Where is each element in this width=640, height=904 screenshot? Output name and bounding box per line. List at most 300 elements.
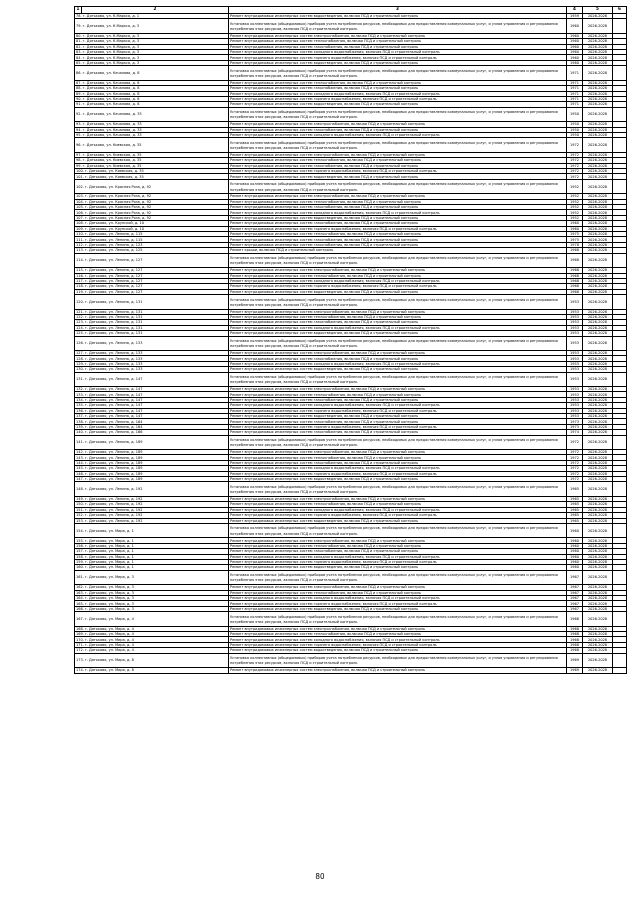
address-cell: 111. г. Дятьково, ул. Ленина, д. 115 bbox=[75, 237, 229, 242]
work-type-cell: Ремонт внутридомовых инженерных систем холодного водоснабжения, включая ПСД и строительный контроль bbox=[229, 507, 567, 512]
work-type-cell: Ремонт внутридомовых инженерных систем горячего водоснабжения, включая ПСД и строительный контроль bbox=[229, 471, 567, 476]
address-cell: 113. г. Дятьково, ул. Ленина, д. 125 bbox=[75, 248, 229, 253]
year-cell: 1952 bbox=[567, 210, 583, 215]
work-type-cell: Ремонт внутридомовых инженерных систем электроснабжения, включая ПСД и строительный контроль bbox=[229, 626, 567, 631]
address-cell: 117. г. Дятьково, ул. Ленина, д. 127 bbox=[75, 278, 229, 283]
address-cell: 159. г. Дятьково, ул. Мира, д. 1 bbox=[75, 559, 229, 564]
year-cell: 1960 bbox=[567, 543, 583, 548]
address-cell: 109. г. Дятьково, ул. Крупской, д. 10 bbox=[75, 226, 229, 231]
work-type-cell: Ремонт внутридомовых инженерных систем электроснабжения, включая ПСД и строительный контроль bbox=[229, 585, 567, 590]
address-cell: 82. г. Дятьково, ул. К.Маркса, д. 3 bbox=[75, 44, 229, 49]
work-type-cell: Ремонт внутридомовых инженерных систем электроснабжения, включая ПСД и строительный контроль bbox=[229, 194, 567, 199]
year-cell: 1953 bbox=[567, 414, 583, 419]
address-cell: 167. г. Дятьково, ул. Мира, д. 4 bbox=[75, 612, 229, 627]
year-cell: 1972 bbox=[567, 477, 583, 482]
period-cell: 2026-2028 bbox=[583, 80, 613, 85]
address-cell: 135. г. Дятьково, ул. Ленина, д. 147 bbox=[75, 403, 229, 408]
year-cell: 1968 bbox=[567, 268, 583, 273]
period-cell: 2026-2028 bbox=[583, 372, 613, 387]
table-row bbox=[75, 107, 627, 122]
work-type-cell: Ремонт внутридомовых инженерных систем водоотведения, включая ПСД и строительный контроль bbox=[229, 518, 567, 523]
year-cell: 1974 bbox=[567, 430, 583, 435]
year-cell: 1953 bbox=[567, 351, 583, 356]
period-cell: 2026-2028 bbox=[583, 518, 613, 523]
period-cell: 2026-2028 bbox=[583, 455, 613, 460]
address-cell: 92. г. Дятьково, ул. Качалова, д. 33 bbox=[75, 107, 229, 122]
period-cell: 2026-2028 bbox=[583, 482, 613, 497]
address-cell: 88. г. Дятьково, ул. Качалова, д. 8 bbox=[75, 86, 229, 91]
table-row bbox=[75, 295, 627, 310]
empty-cell bbox=[613, 336, 627, 351]
address-cell: 160. г. Дятьково, ул. Мира, д. 1 bbox=[75, 565, 229, 570]
year-cell: 1972 bbox=[567, 158, 583, 163]
address-cell: 147. г. Дятьково, ул. Ленина, д. 189 bbox=[75, 477, 229, 482]
year-cell: 1960 bbox=[567, 39, 583, 44]
work-type-cell: Ремонт крыши, включая ПСД и строительный контроль bbox=[229, 248, 567, 253]
year-cell: 1953 bbox=[567, 336, 583, 351]
work-type-cell: Ремонт внутридомовых инженерных систем теплоснабжения, включая ПСД и строительный контроль bbox=[229, 232, 567, 237]
address-cell: 171. г. Дятьково, ул. Мира, д. 4 bbox=[75, 642, 229, 647]
period-cell: 2026-2028 bbox=[583, 653, 613, 668]
period-cell: 2026-2028 bbox=[583, 403, 613, 408]
period-cell: 2026-2028 bbox=[583, 450, 613, 455]
address-cell: 116. г. Дятьково, ул. Ленина, д. 127 bbox=[75, 273, 229, 278]
year-cell: 1967 bbox=[567, 596, 583, 601]
year-cell: 1972 bbox=[567, 435, 583, 450]
work-type-cell: Ремонт внутридомовых инженерных систем горячего водоснабжения, включая ПСД и строительный контроль bbox=[229, 601, 567, 606]
address-cell: 157. г. Дятьково, ул. Мира, д. 1 bbox=[75, 549, 229, 554]
work-type-cell: Ремонт внутридомовых инженерных систем электроснабжения, включая ПСД и строительный контроль bbox=[229, 33, 567, 38]
address-cell: 163. г. Дятьково, ул. Мира, д. 3 bbox=[75, 590, 229, 595]
period-cell: 2026-2028 bbox=[583, 33, 613, 38]
period-cell: 2026-2028 bbox=[583, 435, 613, 450]
year-cell: 1953 bbox=[567, 387, 583, 392]
work-type-cell: Ремонт внутридомовых инженерных систем горячего водоснабжения, включая ПСД и строительный контроль bbox=[229, 513, 567, 518]
table-row bbox=[75, 179, 627, 194]
work-type-cell: Ремонт внутридомовых инженерных систем теплоснабжения, включая ПСД и строительный контроль bbox=[229, 632, 567, 637]
address-cell: 155. г. Дятьково, ул. Мира, д. 1 bbox=[75, 538, 229, 543]
year-cell: 1972 bbox=[567, 163, 583, 168]
year-cell: 1967 bbox=[567, 590, 583, 595]
column-header-3: 3 bbox=[229, 7, 567, 14]
address-cell: 108. г. Дятьково, ул. Крупской, д. 10 bbox=[75, 221, 229, 226]
period-cell: 2026-2028 bbox=[583, 309, 613, 314]
period-cell: 2026-2028 bbox=[583, 91, 613, 96]
year-cell: 1960 bbox=[567, 19, 583, 34]
period-cell: 2026-2028 bbox=[583, 152, 613, 157]
period-cell: 2026-2028 bbox=[583, 507, 613, 512]
period-cell: 2026-2028 bbox=[583, 205, 613, 210]
year-cell: 1960 bbox=[567, 554, 583, 559]
address-cell: 150. г. Дятьково, ул. Ленина, д. 192 bbox=[75, 502, 229, 507]
address-cell: 151. г. Дятьково, ул. Ленина, д. 192 bbox=[75, 507, 229, 512]
address-cell: 96. г. Дятьково, ул. Киевская, д. 35 bbox=[75, 138, 229, 153]
address-cell: 169. г. Дятьково, ул. Мира, д. 4 bbox=[75, 632, 229, 637]
year-cell: 1953 bbox=[567, 325, 583, 330]
period-cell: 2026-2028 bbox=[583, 361, 613, 366]
address-cell: 118. г. Дятьково, ул. Ленина, д. 127 bbox=[75, 284, 229, 289]
year-cell: 1950 bbox=[567, 127, 583, 132]
period-cell: 2026-2028 bbox=[583, 268, 613, 273]
work-type-cell: Ремонт внутридомовых инженерных систем водоотведения, включая ПСД и строительный контроль bbox=[229, 174, 567, 179]
year-cell: 1953 bbox=[567, 314, 583, 319]
address-cell: 85. г. Дятьково, ул. К.Маркса, д. 3 bbox=[75, 60, 229, 65]
period-cell: 2026-2028 bbox=[583, 221, 613, 226]
capital-repair-table bbox=[74, 6, 627, 674]
work-type-cell: Установка коллективных (общедомовых) приборов учета потребления ресурсов, необходимых для предоставления коммунальных услуг, и узлов управления и регулирования потребления этих ресурсов, включая ПСД и строительный контроль bbox=[229, 66, 567, 81]
year-cell: 1960 bbox=[567, 565, 583, 570]
year-cell: 1960 bbox=[567, 44, 583, 49]
year-cell: 1971 bbox=[567, 66, 583, 81]
period-cell: 2026-2028 bbox=[583, 199, 613, 204]
period-cell: 2026-2028 bbox=[583, 50, 613, 55]
work-type-cell: Ремонт внутридомовых инженерных систем теплоснабжения, включая ПСД и строительный контроль bbox=[229, 158, 567, 163]
table-body bbox=[75, 14, 627, 674]
address-cell: 146. г. Дятьково, ул. Ленина, д. 189 bbox=[75, 471, 229, 476]
year-cell: 1959 bbox=[567, 14, 583, 19]
year-cell: 1975 bbox=[567, 232, 583, 237]
period-cell: 2026-2028 bbox=[583, 502, 613, 507]
address-cell: 119. г. Дятьково, ул. Ленина, д. 127 bbox=[75, 289, 229, 294]
work-type-cell: Установка коллективных (общедомовых) приборов учета потребления ресурсов, необходимых для предоставления коммунальных услуг, и узлов управления и регулирования потребления этих ресурсов, включая ПСД и строительный контроль bbox=[229, 336, 567, 351]
work-type-cell: Ремонт внутридомовых инженерных систем горячего водоснабжения, включая ПСД и строительный контроль bbox=[229, 169, 567, 174]
address-cell: 84. г. Дятьково, ул. К.Маркса, д. 3 bbox=[75, 55, 229, 60]
year-cell: 1960 bbox=[567, 33, 583, 38]
year-cell: 1953 bbox=[567, 356, 583, 361]
work-type-cell: Ремонт внутридомовых инженерных систем горячего водоснабжения, включая ПСД и строительный контроль bbox=[229, 284, 567, 289]
year-cell: 1953 bbox=[567, 408, 583, 413]
period-cell: 2026-2028 bbox=[583, 14, 613, 19]
year-cell: 1960 bbox=[567, 221, 583, 226]
year-cell: 1965 bbox=[567, 502, 583, 507]
empty-cell bbox=[613, 668, 627, 673]
period-cell: 2026-2028 bbox=[583, 408, 613, 413]
work-type-cell: Ремонт внутридомовых инженерных систем холодного водоснабжения, включая ПСД и строительный контроль bbox=[229, 210, 567, 215]
period-cell: 2026-2028 bbox=[583, 320, 613, 325]
work-type-cell: Установка коллективных (общедомовых) приборов учета потребления ресурсов, необходимых для предоставления коммунальных услуг, и узлов управления и регулирования потребления этих ресурсов, включая ПСД и строительный контроль bbox=[229, 612, 567, 627]
address-cell: 148. г. Дятьково, ул. Ленина, д. 192 bbox=[75, 482, 229, 497]
work-type-cell: Ремонт внутридомовых инженерных систем водоотведения, включая ПСД и строительный контроль bbox=[229, 477, 567, 482]
address-cell: 144. г. Дятьково, ул. Ленина, д. 189 bbox=[75, 460, 229, 465]
year-cell: 1960 bbox=[567, 226, 583, 231]
work-type-cell: Ремонт внутридомовых инженерных систем электроснабжения, включая ПСД и строительный контроль bbox=[229, 309, 567, 314]
period-cell: 2026-2028 bbox=[583, 253, 613, 268]
year-cell: 1971 bbox=[567, 102, 583, 107]
work-type-cell: Ремонт внутридомовых инженерных систем газоснабжения, включая ПСД и строительный контроль bbox=[229, 430, 567, 435]
year-cell: 1967 bbox=[567, 606, 583, 611]
year-cell: 1953 bbox=[567, 331, 583, 336]
period-cell: 2026-2028 bbox=[583, 642, 613, 647]
year-cell: 1968 bbox=[567, 632, 583, 637]
work-type-cell: Ремонт внутридомовых инженерных систем водоотведения, включая ПСД и строительный контроль bbox=[229, 289, 567, 294]
address-cell: 152. г. Дятьково, ул. Ленина, д. 192 bbox=[75, 513, 229, 518]
year-cell: 1971 bbox=[567, 91, 583, 96]
work-type-cell: Ремонт внутридомовых инженерных систем горячего водоснабжения, включая ПСД и строительный контроль bbox=[229, 642, 567, 647]
address-cell: 91. г. Дятьково, ул. Качалова, д. 8 bbox=[75, 102, 229, 107]
year-cell: 1972 bbox=[567, 174, 583, 179]
period-cell: 2026-2028 bbox=[583, 44, 613, 49]
address-cell: 139. г. Дятьково, ул. Ленина, д. 164 bbox=[75, 424, 229, 429]
year-cell: 1968 bbox=[567, 612, 583, 627]
table-row bbox=[75, 19, 627, 34]
period-cell: 2026-2028 bbox=[583, 174, 613, 179]
year-cell: 1965 bbox=[567, 482, 583, 497]
empty-cell bbox=[613, 653, 627, 668]
period-cell: 2026-2028 bbox=[583, 570, 613, 585]
year-cell: 1960 bbox=[567, 55, 583, 60]
address-cell: 140. г. Дятьково, ул. Ленина, д. 166 bbox=[75, 430, 229, 435]
period-cell: 2026-2028 bbox=[583, 331, 613, 336]
work-type-cell: Ремонт внутридомовых инженерных систем холодного водоснабжения, включая ПСД и строительный контроль bbox=[229, 91, 567, 96]
year-cell: 1973 bbox=[567, 424, 583, 429]
year-cell: 1972 bbox=[567, 455, 583, 460]
year-cell: 1952 bbox=[567, 215, 583, 220]
address-cell: 141. г. Дятьково, ул. Ленина, д. 189 bbox=[75, 435, 229, 450]
address-cell: 173. г. Дятьково, ул. Мира, д. 8 bbox=[75, 653, 229, 668]
work-type-cell: Ремонт внутридомовых инженерных систем холодного водоснабжения, включая ПСД и строительный контроль bbox=[229, 278, 567, 283]
year-cell: 1975 bbox=[567, 237, 583, 242]
period-cell: 2026-2028 bbox=[583, 102, 613, 107]
period-cell: 2026-2028 bbox=[583, 392, 613, 397]
address-cell: 78. г. Дятьково, ул. К.Маркса, д. 1 bbox=[75, 14, 229, 19]
year-cell: 1960 bbox=[567, 50, 583, 55]
address-cell: 128. г. Дятьково, ул. Ленина, д. 133 bbox=[75, 356, 229, 361]
address-cell: 136. г. Дятьково, ул. Ленина, д. 147 bbox=[75, 408, 229, 413]
period-cell: 2026-2028 bbox=[583, 419, 613, 424]
work-type-cell: Ремонт внутридомовых инженерных систем электроснабжения, включая ПСД и строительный контроль bbox=[229, 668, 567, 673]
work-type-cell: Ремонт внутридомовых инженерных систем водоотведения, включая ПСД и строительный контроль bbox=[229, 606, 567, 611]
empty-cell bbox=[613, 570, 627, 585]
year-cell: 1965 bbox=[567, 518, 583, 523]
address-cell: 112. г. Дятьково, ул. Ленина, д. 123 bbox=[75, 242, 229, 247]
year-cell: 1965 bbox=[567, 513, 583, 518]
address-cell: 107. г. Дятьково, ул. Красная Роза, д. 92 bbox=[75, 215, 229, 220]
address-cell: 165. г. Дятьково, ул. Мира, д. 3 bbox=[75, 601, 229, 606]
work-type-cell: Ремонт внутридомовых инженерных систем газоснабжения, включая ПСД и строительный контроль bbox=[229, 163, 567, 168]
address-cell: 80. г. Дятьково, ул. К.Маркса, д. 3 bbox=[75, 33, 229, 38]
period-cell: 2026-2028 bbox=[583, 430, 613, 435]
table-row bbox=[75, 66, 627, 81]
work-type-cell: Ремонт внутридомовых инженерных систем электроснабжения, включая ПСД и строительный контроль bbox=[229, 387, 567, 392]
work-type-cell: Ремонт внутридомовых инженерных систем холодного водоснабжения, включая ПСД и строительный контроль bbox=[229, 50, 567, 55]
period-cell: 2026-2028 bbox=[583, 668, 613, 673]
year-cell: 1953 bbox=[567, 361, 583, 366]
year-cell: 1972 bbox=[567, 169, 583, 174]
year-cell: 1953 bbox=[567, 372, 583, 387]
year-cell: 1968 bbox=[567, 637, 583, 642]
address-cell: 153. г. Дятьково, ул. Ленина, д. 192 bbox=[75, 518, 229, 523]
work-type-cell: Ремонт внутридомовых инженерных систем теплоснабжения, включая ПСД и строительный контроль bbox=[229, 543, 567, 548]
column-header-4: 4 bbox=[567, 7, 583, 14]
work-type-cell: Ремонт внутридомовых инженерных систем водоотведения, включая ПСД и строительный контроль bbox=[229, 331, 567, 336]
address-cell: 115. г. Дятьково, ул. Ленина, д. 127 bbox=[75, 268, 229, 273]
period-cell: 2026-2028 bbox=[583, 242, 613, 247]
year-cell: 1967 bbox=[567, 585, 583, 590]
address-cell: 97. г. Дятьково, ул. Киевская, д. 35 bbox=[75, 152, 229, 157]
work-type-cell: Ремонт внутридомовых инженерных систем горячего водоснабжения, включая ПСД и строительный контроль bbox=[229, 96, 567, 101]
year-cell: 1968 bbox=[567, 273, 583, 278]
work-type-cell: Ремонт внутридомовых инженерных систем газоснабжения, включая ПСД и строительный контроль bbox=[229, 549, 567, 554]
column-header-5: 5 bbox=[583, 7, 613, 14]
year-cell: 1972 bbox=[567, 450, 583, 455]
year-cell: 1967 bbox=[567, 570, 583, 585]
empty-cell bbox=[613, 482, 627, 497]
table-row bbox=[75, 612, 627, 627]
period-cell: 2026-2028 bbox=[583, 39, 613, 44]
period-cell: 2026-2028 bbox=[583, 559, 613, 564]
year-cell: 1969 bbox=[567, 668, 583, 673]
period-cell: 2026-2028 bbox=[583, 122, 613, 127]
year-cell: 1960 bbox=[567, 549, 583, 554]
period-cell: 2026-2028 bbox=[583, 132, 613, 137]
address-cell: 99. г. Дятьково, ул. Киевская, д. 35 bbox=[75, 163, 229, 168]
address-cell: 137. г. Дятьково, ул. Ленина, д. 147 bbox=[75, 414, 229, 419]
empty-cell bbox=[613, 435, 627, 450]
address-cell: 106. г. Дятьково, ул. Красная Роза, д. 92 bbox=[75, 210, 229, 215]
work-type-cell: Ремонт внутридомовых инженерных систем газоснабжения, включая ПСД и строительный контроль bbox=[229, 397, 567, 402]
year-cell: 1950 bbox=[567, 107, 583, 122]
period-cell: 2026-2028 bbox=[583, 278, 613, 283]
work-type-cell: Установка коллективных (общедомовых) приборов учета потребления ресурсов, необходимых для предоставления коммунальных услуг, и узлов управления и регулирования потребления этих ресурсов, включая ПСД и строительный контроль bbox=[229, 523, 567, 538]
address-cell: 145. г. Дятьково, ул. Ленина, д. 189 bbox=[75, 466, 229, 471]
address-cell: 89. г. Дятьково, ул. Качалова, д. 8 bbox=[75, 91, 229, 96]
work-type-cell: Ремонт внутридомовых инженерных систем водоотведения, включая ПСД и строительный контроль bbox=[229, 215, 567, 220]
period-cell: 2026-2028 bbox=[583, 538, 613, 543]
work-type-cell: Ремонт внутридомовых инженерных систем холодного водоснабжения, включая ПСД и строительный контроль bbox=[229, 637, 567, 642]
year-cell: 1972 bbox=[567, 471, 583, 476]
address-cell: 154. г. Дятьково, ул. Мира, д. 1 bbox=[75, 523, 229, 538]
period-cell: 2026-2028 bbox=[583, 60, 613, 65]
address-cell: 164. г. Дятьково, ул. Мира, д. 3 bbox=[75, 596, 229, 601]
year-cell: 1967 bbox=[567, 601, 583, 606]
period-cell: 2026-2028 bbox=[583, 549, 613, 554]
address-cell: 125. г. Дятьково, ул. Ленина, д. 131 bbox=[75, 331, 229, 336]
work-type-cell: Ремонт внутридомовых инженерных систем водоотведения, включая ПСД и строительный контроль bbox=[229, 565, 567, 570]
period-cell: 2026-2028 bbox=[583, 351, 613, 356]
year-cell: 1968 bbox=[567, 248, 583, 253]
work-type-cell: Ремонт внутридомовых инженерных систем газоснабжения, включая ПСД и строительный контроль bbox=[229, 419, 567, 424]
address-cell: 104. г. Дятьково, ул. Красная Роза, д. 92 bbox=[75, 199, 229, 204]
period-cell: 2026-2028 bbox=[583, 336, 613, 351]
year-cell: 1978 bbox=[567, 242, 583, 247]
work-type-cell: Установка коллективных (общедомовых) приборов учета потребления ресурсов, необходимых для предоставления коммунальных услуг, и узлов управления и регулирования потребления этих ресурсов, включая ПСД и строительный контроль bbox=[229, 653, 567, 668]
address-cell: 94. г. Дятьково, ул. Качалова, д. 33 bbox=[75, 127, 229, 132]
work-type-cell: Ремонт внутридомовых инженерных систем горячего водоснабжения, включая ПСД и строительный контроль bbox=[229, 424, 567, 429]
period-cell: 2026-2028 bbox=[583, 471, 613, 476]
period-cell: 2026-2028 bbox=[583, 632, 613, 637]
address-cell: 105. г. Дятьково, ул. Красная Роза, д. 92 bbox=[75, 205, 229, 210]
work-type-cell: Ремонт внутридомовых инженерных систем теплоснабжения, включая ПСД и строительный контроль bbox=[229, 590, 567, 595]
empty-cell bbox=[613, 523, 627, 538]
work-type-cell: Ремонт внутридомовых инженерных систем газоснабжения, включая ПСД и строительный контроль bbox=[229, 242, 567, 247]
empty-cell bbox=[613, 19, 627, 34]
address-cell: 120. г. Дятьково, ул. Ленина, д. 131 bbox=[75, 295, 229, 310]
address-cell: 90. г. Дятьково, ул. Качалова, д. 8 bbox=[75, 96, 229, 101]
table-row bbox=[75, 253, 627, 268]
period-cell: 2026-2028 bbox=[583, 585, 613, 590]
work-type-cell: Ремонт внутридомовых инженерных систем теплоснабжения, включая ПСД и строительный контроль bbox=[229, 39, 567, 44]
work-type-cell: Ремонт внутридомовых инженерных систем электроснабжения, включая ПСД и строительный контроль bbox=[229, 268, 567, 273]
period-cell: 2026-2028 bbox=[583, 477, 613, 482]
period-cell: 2026-2028 bbox=[583, 107, 613, 122]
work-type-cell: Ремонт внутридомовых инженерных систем холодного водоснабжения, включая ПСД и строительный контроль bbox=[229, 596, 567, 601]
address-cell: 121. г. Дятьково, ул. Ленина, д. 131 bbox=[75, 309, 229, 314]
year-cell: 1960 bbox=[567, 523, 583, 538]
period-cell: 2026-2028 bbox=[583, 387, 613, 392]
year-cell: 1960 bbox=[567, 60, 583, 65]
work-type-cell: Установка коллективных (общедомовых) приборов учета потребления ресурсов, необходимых для предоставления коммунальных услуг, и узлов управления и регулирования потребления этих ресурсов, включая ПСД и строительный контроль bbox=[229, 19, 567, 34]
work-type-cell: Ремонт внутридомовых инженерных систем горячего водоснабжения, включая ПСД и строительный контроль bbox=[229, 55, 567, 60]
empty-cell bbox=[613, 253, 627, 268]
empty-cell bbox=[613, 138, 627, 153]
table-row bbox=[75, 138, 627, 153]
table-row bbox=[75, 523, 627, 538]
period-cell: 2026-2028 bbox=[583, 543, 613, 548]
empty-cell bbox=[613, 107, 627, 122]
table-row bbox=[75, 336, 627, 351]
work-type-cell: Ремонт внутридомовых инженерных систем теплоснабжения, включая ПСД и строительный контроль bbox=[229, 502, 567, 507]
address-cell: 168. г. Дятьково, ул. Мира, д. 4 bbox=[75, 626, 229, 631]
year-cell: 1972 bbox=[567, 138, 583, 153]
work-type-cell: Установка коллективных (общедомовых) приборов учета потребления ресурсов, необходимых для предоставления коммунальных услуг, и узлов управления и регулирования потребления этих ресурсов, включая ПСД и строительный контроль bbox=[229, 482, 567, 497]
period-cell: 2026-2028 bbox=[583, 414, 613, 419]
empty-cell bbox=[613, 66, 627, 81]
year-cell: 1972 bbox=[567, 152, 583, 157]
period-cell: 2026-2028 bbox=[583, 606, 613, 611]
address-cell: 161. г. Дятьково, ул. Мира, д. 3 bbox=[75, 570, 229, 585]
year-cell: 1950 bbox=[567, 122, 583, 127]
period-cell: 2026-2028 bbox=[583, 466, 613, 471]
year-cell: 1968 bbox=[567, 289, 583, 294]
period-cell: 2026-2028 bbox=[583, 648, 613, 653]
work-type-cell: Ремонт внутридомовых инженерных систем электроснабжения, включая ПСД и строительный контроль bbox=[229, 122, 567, 127]
work-type-cell: Ремонт внутридомовых инженерных систем электроснабжения, включая ПСД и строительный контроль bbox=[229, 496, 567, 501]
work-type-cell: Ремонт внутридомовых инженерных систем водоотведения, включая ПСД и строительный контроль bbox=[229, 60, 567, 65]
year-cell: 1965 bbox=[567, 507, 583, 512]
year-cell: 1960 bbox=[567, 538, 583, 543]
work-type-cell: Ремонт внутридомовых инженерных систем теплоснабжения, включая ПСД и строительный контроль bbox=[229, 273, 567, 278]
year-cell: 1952 bbox=[567, 194, 583, 199]
period-cell: 2026-2028 bbox=[583, 273, 613, 278]
period-cell: 2026-2028 bbox=[583, 19, 613, 34]
period-cell: 2026-2028 bbox=[583, 612, 613, 627]
year-cell: 1972 bbox=[567, 460, 583, 465]
column-header-2: 2 bbox=[82, 7, 229, 14]
work-type-cell: Установка коллективных (общедомовых) приборов учета потребления ресурсов, необходимых для предоставления коммунальных услуг, и узлов управления и регулирования потребления этих ресурсов, включая ПСД и строительный контроль bbox=[229, 179, 567, 194]
work-type-cell: Ремонт внутридомовых инженерных систем газоснабжения, включая ПСД и строительный контроль bbox=[229, 127, 567, 132]
address-cell: 149. г. Дятьково, ул. Ленина, д. 192 bbox=[75, 496, 229, 501]
address-cell: 156. г. Дятьково, ул. Мира, д. 1 bbox=[75, 543, 229, 548]
address-cell: 172. г. Дятьково, ул. Мира, д. 4 bbox=[75, 648, 229, 653]
period-cell: 2026-2028 bbox=[583, 424, 613, 429]
work-type-cell: Установка коллективных (общедомовых) приборов учета потребления ресурсов, необходимых для предоставления коммунальных услуг, и узлов управления и регулирования потребления этих ресурсов, включая ПСД и строительный контроль bbox=[229, 570, 567, 585]
work-type-cell: Установка коллективных (общедомовых) приборов учета потребления ресурсов, необходимых для предоставления коммунальных услуг, и узлов управления и регулирования потребления этих ресурсов, включая ПСД и строительный контроль bbox=[229, 435, 567, 450]
work-type-cell: Установка коллективных (общедомовых) приборов учета потребления ресурсов, необходимых для предоставления коммунальных услуг, и узлов управления и регулирования потребления этих ресурсов, включая ПСД и строительный контроль bbox=[229, 372, 567, 387]
period-cell: 2026-2028 bbox=[583, 523, 613, 538]
empty-cell bbox=[613, 612, 627, 627]
year-cell: 1973 bbox=[567, 419, 583, 424]
table-row bbox=[75, 668, 627, 673]
year-cell: 1968 bbox=[567, 284, 583, 289]
address-cell: 126. г. Дятьково, ул. Ленина, д. 133 bbox=[75, 336, 229, 351]
address-cell: 100. г. Дятьково, ул. Киевская, д. 35 bbox=[75, 169, 229, 174]
work-type-cell: Ремонт внутридомовых инженерных систем газоснабжения, включая ПСД и строительный контроль bbox=[229, 221, 567, 226]
work-type-cell: Ремонт внутридомовых инженерных систем электроснабжения, включая ПСД и строительный контроль bbox=[229, 450, 567, 455]
year-cell: 1953 bbox=[567, 320, 583, 325]
period-cell: 2026-2028 bbox=[583, 325, 613, 330]
year-cell: 1953 bbox=[567, 397, 583, 402]
address-cell: 86. г. Дятьково, ул. Качалова, д. 8 bbox=[75, 66, 229, 81]
